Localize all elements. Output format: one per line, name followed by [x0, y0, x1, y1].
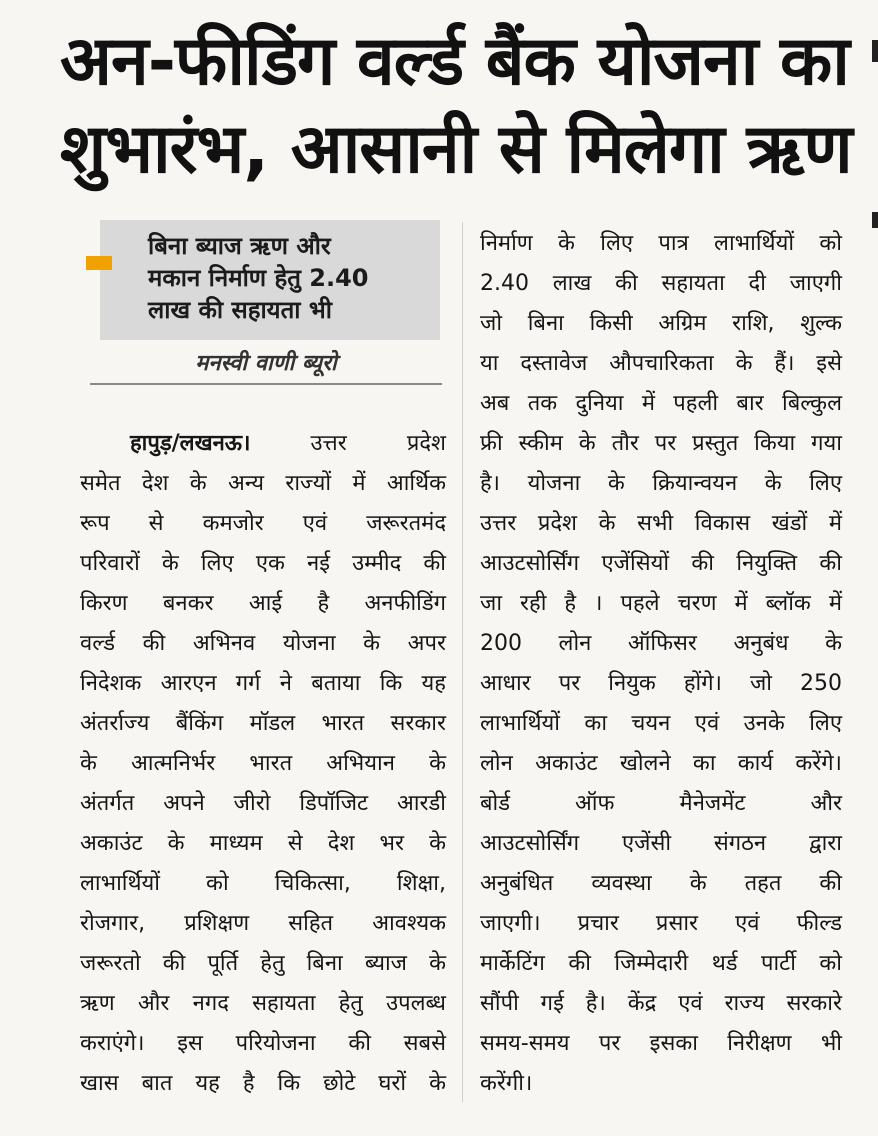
dateline: हापुड़/लखनऊ।	[130, 431, 251, 456]
article-line: लाभार्थियों का चयन एवं उनके लिए	[480, 711, 842, 736]
article-line: जरूरतो की पूर्ति हेतु बिना ब्याज के	[80, 951, 446, 976]
article-line: जा रही है । पहले चरण में ब्लॉक में	[480, 591, 842, 616]
article-line: परिवारों के लिए एक नई उम्मीद की	[80, 551, 446, 576]
byline-divider	[90, 383, 442, 385]
article-line: अब तक दुनिया में पहली बार बिल्कुल	[480, 391, 842, 416]
article-line: आउटसोर्सिंग एजेंसी संगठन द्वारा	[480, 831, 842, 856]
article-line: है। योजना के क्रियान्वयन के लिए	[480, 471, 842, 496]
article-line: उत्तर प्रदेश के सभी विकास खंडों में	[480, 511, 842, 536]
article-line: आउटसोर्सिंग एजेंसियों की नियुक्ति की	[480, 551, 842, 576]
article-line: रूप से कमजोर एवं जरूरतमंद	[80, 511, 446, 536]
subheadline-line: लाख की सहायता भी	[148, 296, 332, 324]
article-line: समय-समय पर इसका निरीक्षण भी	[480, 1031, 842, 1056]
article-line: समेत देश के अन्य राज्यों में आर्थिक	[80, 471, 446, 496]
article-column-right	[480, 224, 842, 1104]
article-line: निदेशक आरएन गर्ग ने बताया कि यह	[80, 671, 446, 696]
article-line: लोन अकाउंट खोलने का कार्य करेंगे।	[480, 751, 842, 776]
article-line: अनुबंधित व्यवस्था के तहत की	[480, 871, 842, 896]
article-line: जो बिना किसी अग्रिम राशि, शुल्क	[480, 311, 842, 336]
article-line: कराएंगे। इस परियोजना की सबसे	[80, 1031, 446, 1056]
article-line: रोजगार, प्रशिक्षण सहित आवश्यक	[80, 911, 446, 936]
article-line: सौंपी गई है। केंद्र एवं राज्य सरकारे	[480, 991, 842, 1016]
article-line: आधार पर नियुक होंगे। जो 250	[480, 671, 842, 696]
page-edge-mark	[872, 212, 878, 228]
article-line: के आत्मनिर्भर भारत अभियान के	[80, 751, 446, 776]
article-column-left	[80, 424, 446, 1104]
article-line: निर्माण के लिए पात्र लाभार्थियों को	[480, 231, 842, 256]
article-line: ऋण और नगद सहायता हेतु उपलब्ध	[80, 991, 446, 1016]
headline-line: अन-फीडिंग वर्ल्ड बैंक योजना का	[60, 22, 849, 101]
byline: मनस्वी वाणी ब्यूरो	[195, 351, 337, 376]
article-line: लाभार्थियों को चिकित्सा, शिक्षा,	[80, 871, 446, 896]
subheadline	[148, 230, 428, 326]
article-line: 200 लोन ऑफिसर अनुबंध के	[480, 631, 842, 656]
article-line	[80, 424, 446, 464]
headline-line: शुभारंभ, आसानी से मिलेगा ऋण	[60, 110, 852, 189]
headline	[60, 18, 850, 194]
subheadline-line: बिना ब्याज ऋण और	[148, 232, 331, 260]
article-line: मार्केटिंग की जिम्मेदारी थर्ड पार्टी को	[480, 951, 842, 976]
article-line: करेंगी।	[480, 1071, 533, 1096]
article-line: अंतर्गत अपने जीरो डिपॉजिट आरडी	[80, 791, 446, 816]
subheadline-line: मकान निर्माण हेतु 2.40	[148, 264, 369, 292]
article-line: या दस्तावेज औपचारिकता के हैं। इसे	[480, 351, 842, 376]
column-divider	[462, 222, 463, 1102]
article-line: वर्ल्ड की अभिनव योजना के अपर	[80, 631, 446, 656]
article-line: अंतर्राज्य बैंकिंग मॉडल भारत सरकार	[80, 711, 446, 736]
article-line: अकाउंट के माध्यम से देश भर के	[80, 831, 446, 856]
article-line: 2.40 लाख की सहायता दी जाएगी	[480, 271, 842, 296]
page-edge-mark	[872, 40, 878, 62]
subheadline-marker	[86, 256, 112, 270]
article-line: खास बात यह है कि छोटे घरों के	[80, 1071, 446, 1096]
article-line: फ्री स्कीम के तौर पर प्रस्तुत किया गया	[480, 431, 842, 456]
article-line: जाएगी। प्रचार प्रसार एवं फील्ड	[480, 911, 842, 936]
article-line: बोर्ड ऑफ मैनेजमेंट और	[480, 791, 842, 816]
article-line: किरण बनकर आई है अनफीडिंग	[80, 591, 446, 616]
article-text: उत्तर प्रदेश	[310, 431, 446, 456]
